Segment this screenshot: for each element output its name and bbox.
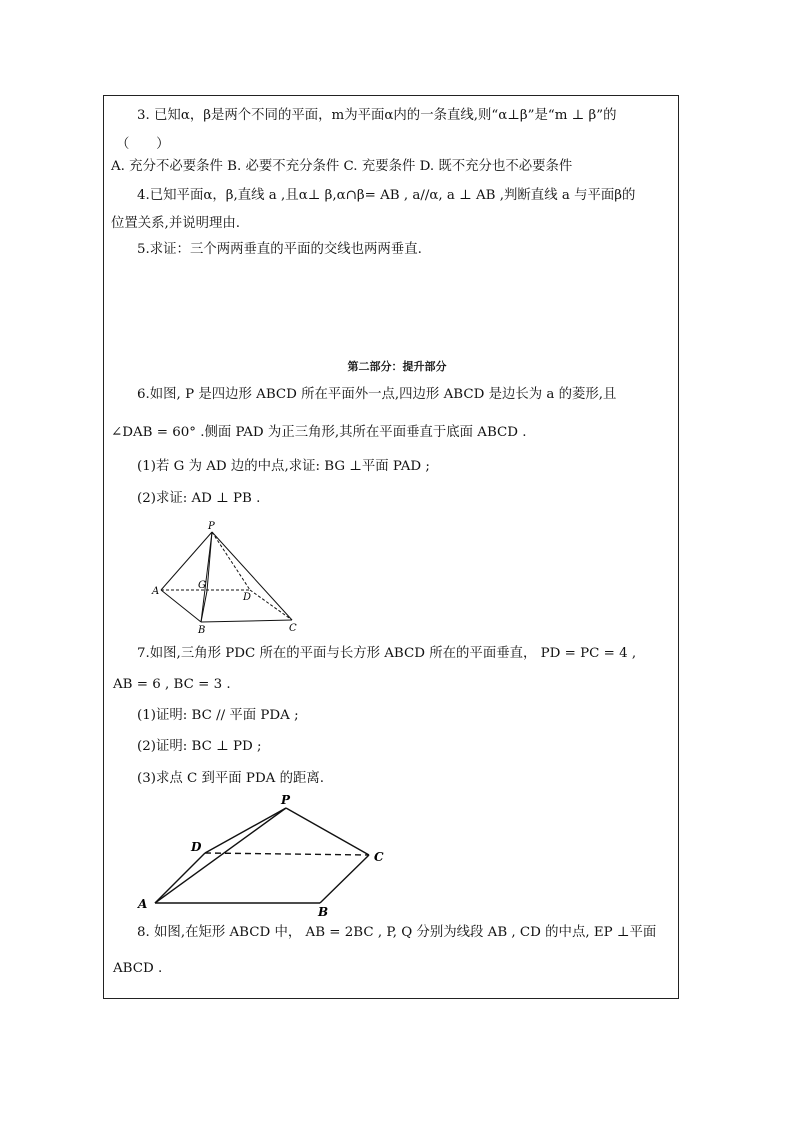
question-7-part-2: (2)证明: BC ⊥ PD ; [137,739,262,754]
label-g: G [198,580,206,591]
question-4-line-1: 4.已知平面α，β,直线 a ,且α⊥ β,α∩β= AB , a//α, a ⊥ AB ,判断直线 a 与平面β的 [137,188,636,203]
edge-pb [201,532,212,622]
label2-p: P [281,793,291,807]
label2-a: A [138,897,148,911]
section-heading: 第二部分：提升部分 [347,360,447,373]
label-a: A [152,586,160,597]
question-3-options: A. 充分不必要条件 B. 必要不充分条件 C. 充要条件 D. 既不充分也不必要条件 [111,159,573,174]
question-3-answer-paren: （ ） [116,137,170,152]
label2-c: C [374,850,384,864]
question-7-part-3: (3)求点 C 到平面 PDA 的距离. [137,771,325,786]
question-7-part-1: (1)证明: BC // 平面 PDA ; [137,708,299,723]
question-3-stem: 3. 已知α，β是两个不同的平面，m为平面α内的一条直线,则“α⊥β”是“m ⊥ β”的 [137,108,617,123]
question-6-line-2: ∠DAB = 60° .侧面 PAD 为正三角形,其所在平面垂直于底面 ABCD . [111,425,527,440]
label2-d: D [191,840,202,854]
edge2-dc-hidden [205,853,369,855]
edge-ab [161,590,201,622]
edge-pd-hidden [212,532,250,590]
question-6-line-1: 6.如图, P 是四边形 ABCD 所在平面外一点,四边形 ABCD 是边长为 a 的菱形,且 [137,387,617,402]
label-c: C [289,623,297,634]
edge-pc [212,532,292,620]
edge-pg [207,532,212,591]
label-b: B [198,625,206,636]
question-5: 5.求证：三个两两垂直的平面的交线也两两垂直. [137,242,422,257]
edge2-bc [320,855,369,903]
question-8-line-2: ABCD . [113,961,163,976]
label-p: P [208,521,215,532]
edge2-da [155,853,205,903]
edge2-pa [155,808,286,903]
edge-dc-hidden [250,590,292,620]
edge-bc [201,620,292,622]
edge2-pc [286,808,369,855]
edge2-pd [205,808,286,853]
label-d: D [243,592,252,603]
question-7-line-2: AB = 6 , BC = 3 . [113,677,231,692]
question-4-line-2: 位置关系,并说明理由. [111,216,241,231]
question-7-line-1: 7.如图,三角形 PDC 所在的平面与长方形 ABCD 所在的平面垂直， PD = PC = 4 , [137,646,637,661]
question-6-part-1: (1)若 G 为 AD 边的中点,求证: BG ⊥平面 PAD ; [137,459,430,474]
label2-b: B [318,905,329,919]
question-8-line-1: 8. 如图,在矩形 ABCD 中， AB = 2BC , P, Q 分别为线段 AB , CD 的中点, EP ⊥平面 [137,925,657,940]
question-6-part-2: (2)求证: AD ⊥ PB . [137,491,261,506]
